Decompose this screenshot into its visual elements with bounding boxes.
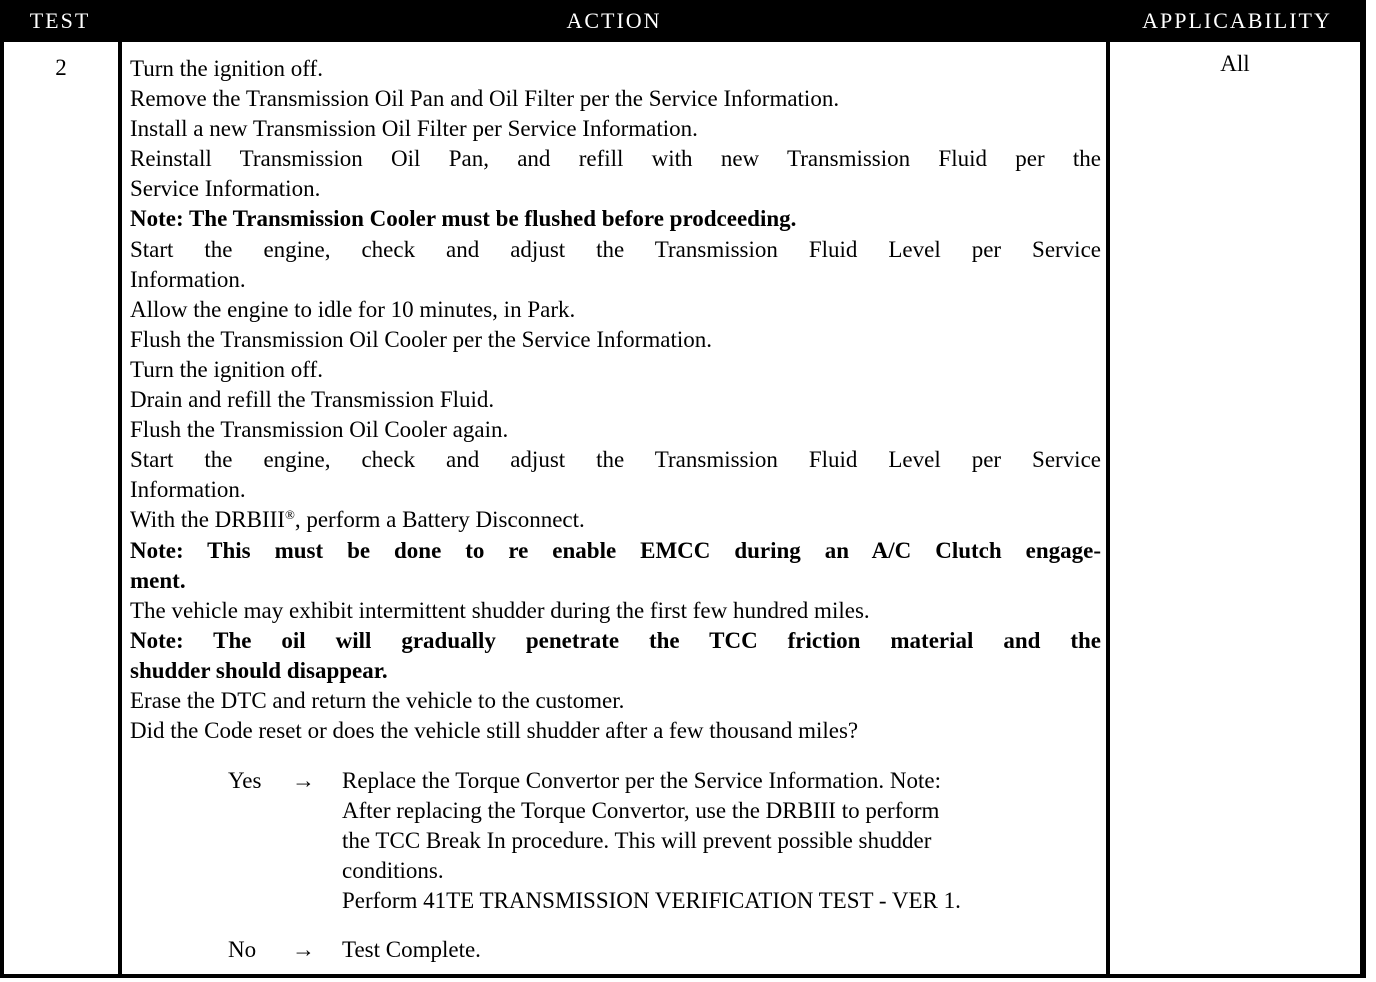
action-line: Start the engine, check and adjust the Transmission Fluid Level per Service [130, 236, 1101, 262]
yes-line: Replace the Torque Convertor per the Service Information. Note: [342, 768, 941, 793]
action-line: Flush the Transmission Oil Cooler again. [130, 417, 509, 443]
action-line: Drain and refill the Transmission Fluid. [130, 387, 495, 413]
test-cell [4, 42, 118, 974]
action-line: Remove the Transmission Oil Pan and Oil Filter per the Service Information. [130, 86, 840, 112]
yes-instructions [342, 766, 1099, 916]
question-line: Did the Code reset or does the vehicle still shudder after a few thousand miles? [130, 718, 859, 744]
yes-line: After replacing the Torque Convertor, use the DRBIII to perform [342, 798, 940, 824]
right-arrow-icon: → [292, 937, 315, 962]
action-line: Information. [130, 477, 246, 503]
note-line: Note: The oil will gradually penetrate the TCC friction material and the [130, 627, 1101, 653]
note-line: Note: The Transmission Cooler must be flushed before prodceeding. [130, 206, 797, 232]
battery-disconnect-text: , perform a Battery Disconnect. [294, 507, 585, 533]
action-text [130, 54, 1101, 746]
no-label: No [228, 937, 257, 962]
test-number: 2 [55, 55, 67, 80]
applicability-cell [1110, 42, 1360, 974]
yes-line: conditions. [342, 858, 444, 884]
header-test: TEST [29, 8, 91, 33]
yes-line: the TCC Break In procedure. This will prevent possible shudder [342, 828, 932, 854]
no-instructions: Test Complete. [342, 937, 481, 962]
action-line: Allow the engine to idle for 10 minutes, in Park. [130, 296, 576, 322]
action-line: Turn the ignition off. [130, 56, 323, 81]
yes-label: Yes [228, 768, 262, 793]
note-line: shudder should disappear. [130, 657, 388, 683]
action-line: Flush the Transmission Oil Cooler per the Service Information. [130, 326, 712, 352]
action-line: Turn the ignition off. [130, 356, 323, 382]
action-line: Service Information. [130, 176, 321, 202]
header-applicability: APPLICABILITY [1142, 8, 1332, 33]
action-cell [122, 42, 1106, 974]
action-line: Erase the DTC and return the vehicle to the customer. [130, 687, 625, 713]
drbiii-text: With the DRBIII [130, 507, 285, 533]
note-line: ment. [130, 567, 186, 593]
registered-mark: ® [284, 507, 295, 523]
applicability-value: All [1220, 51, 1250, 76]
action-line: Information. [130, 266, 246, 292]
right-arrow-icon: → [292, 768, 315, 793]
action-line: The vehicle may exhibit intermittent shudder during the first few hundred miles. [130, 597, 870, 623]
yes-line: Perform 41TE TRANSMISSION VERIFICATION TEST - VER 1. [342, 888, 961, 914]
action-line: Reinstall Transmission Oil Pan, and refill with new Transmission Fluid per the [130, 146, 1101, 172]
header-action: ACTION [566, 8, 662, 33]
action-line [130, 505, 1101, 535]
action-line: Start the engine, check and adjust the Transmission Fluid Level per Service [130, 447, 1101, 473]
note-line: Note: This must be done to re enable EMCC during an A/C Clutch engage- [130, 537, 1101, 563]
action-line: Install a new Transmission Oil Filter per Service Information. [130, 116, 698, 142]
